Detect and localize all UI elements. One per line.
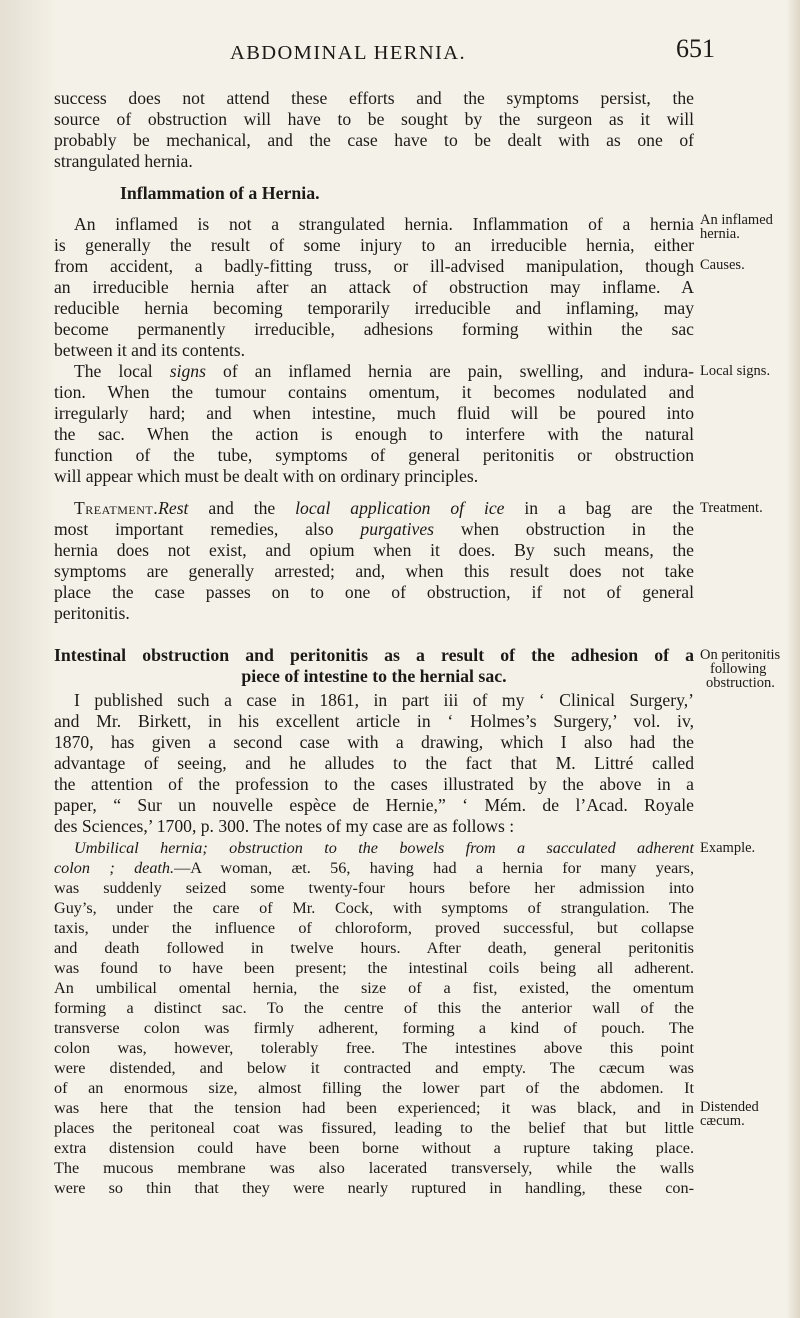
page-number: 651 (676, 34, 715, 63)
text-line: was suddenly seized some twenty-four hours before her admission into (54, 879, 694, 897)
text-line: irregularly hard; and when intestine, much fluid will be poured into (54, 403, 694, 423)
text-line: des Sciences,’ 1700, p. 300. The notes of my case are as follows : (54, 816, 515, 836)
text-line: was here that the tension had been experienced; it was black, and in (54, 1099, 694, 1117)
text-line: Guy’s, under the care of Mr. Cock, with symptoms of strangulation. The (54, 899, 694, 917)
text-line: were distended, and below it contracted and empty. The cæcum was (54, 1059, 694, 1077)
text-line: transverse colon was firmly adherent, forming a kind of pouch. The (54, 1019, 694, 1037)
text-line: source of obstruction will have to be sought by the surgeon as it will (54, 109, 694, 129)
text-line: The local signs of an inflamed hernia are pain, swelling, and indura- (74, 361, 694, 381)
text-line: An umbilical omental hernia, the size of a fist, existed, the omentum (54, 979, 694, 997)
text-line: forming a distinct sac. To the centre of this the anterior wall of the (54, 999, 694, 1017)
text-line: symptoms are generally arrested; and, when this result does not take (54, 561, 694, 581)
text-line: success does not attend these efforts and the symptoms persist, the (54, 88, 694, 108)
text-line: reducible hernia becoming temporarily irreducible and inflaming, may (54, 298, 694, 318)
section-heading: Inflammation of a Hernia. (120, 183, 320, 203)
running-header: ABDOMINAL HERNIA. (230, 42, 466, 64)
margin-note-inflamed-hernia: An inflamed hernia. (700, 212, 773, 242)
text-line: of an enormous size, almost filling the lower part of the abdomen. It (54, 1079, 694, 1097)
margin-note-example: Example. (700, 840, 756, 856)
margin-note-causes: Causes. (700, 257, 745, 273)
text-line: an irreducible hernia after an attack of obstruction may inflame. A (54, 277, 694, 297)
text-line: the sac. When the action is enough to interfere with the natural (54, 424, 694, 444)
text-line: and death followed in twelve hours. After death, general peritonitis (54, 939, 694, 957)
text-line: tion. When the tumour contains omentum, it becomes nodulated and (54, 382, 694, 402)
text-line: taxis, under the influence of chloroform, proved successful, but collapse (54, 919, 694, 937)
text-line: strangulated hernia. (54, 151, 193, 171)
text-line: peritonitis. (54, 603, 130, 623)
text-line: were so thin that they were nearly ruptured in handling, these con- (54, 1179, 694, 1197)
section-heading: piece of intestine to the hernial sac. (241, 666, 507, 686)
text-line: between it and its contents. (54, 340, 246, 360)
text-line: and Mr. Birkett, in his excellent article in ‘ Holmes’s Surgery,’ vol. iv, (54, 711, 694, 731)
margin-note-treatment: Treatment. (700, 500, 763, 516)
text-line: from accident, a badly-fitting truss, or ill-advised manipulation, though (54, 256, 694, 276)
text-line: place the case passes on to one of obstruction, if not of general (54, 582, 694, 602)
text-line: probably be mechanical, and the case have to be dealt with as one of (54, 130, 694, 150)
text-line: 1870, has given a second case with a drawing, which I also had the (54, 732, 694, 752)
section-heading: Intestinal obstruction and peritonitis as a result of the adhesion of a (54, 645, 694, 665)
text-line: is generally the result of some injury to an irreducible hernia, either (54, 235, 694, 255)
text-line: advantage of seeing, and he alludes to the fact that M. Littré called (54, 753, 694, 773)
text-line: the attention of the profession to the cases illustrated by the above in a (54, 774, 694, 794)
text-line: colon ; death.—A woman, æt. 56, having had a hernia for many years, (54, 859, 694, 877)
text-line: will appear which must be dealt with on ordinary principles. (54, 466, 479, 486)
text-line: colon was, however, tolerably free. The intestines above this point (54, 1039, 694, 1057)
text-line: most important remedies, also purgatives when obstruction in the (54, 519, 694, 539)
text-line: I published such a case in 1861, in part iii of my ‘ Clinical Surgery,’ (74, 690, 694, 710)
margin-note-local-signs: Local signs. (700, 363, 771, 379)
margin-note-peritonitis: On peritonitis following obstruction. (700, 647, 781, 691)
text-line: Treatment.Rest and the local application of ice in a bag are the (74, 498, 694, 518)
text-line: paper, “ Sur un nouvelle espèce de Hernie,” ‘ Mém. de l’Acad. Royale (54, 795, 694, 815)
text-line: extra distension could have been borne without a rupture taking place. (54, 1139, 694, 1157)
text-line: become permanently irreducible, adhesions forming within the sac (54, 319, 694, 339)
text-line: The mucous membrane was also lacerated transversely, while the walls (54, 1159, 694, 1177)
text-line: places the peritoneal coat was fissured, leading to the belief that but little (54, 1119, 694, 1137)
text-line: Umbilical hernia; obstruction to the bowels from a sacculated adherent (74, 839, 694, 857)
text-line: function of the tube, symptoms of general peritonitis or obstruction (54, 445, 694, 465)
text-line: An inflamed is not a strangulated hernia. Inflammation of a hernia (74, 214, 694, 234)
text-line: hernia does not exist, and opium when it does. By such means, the (54, 540, 694, 560)
text-line: was found to have been present; the intestinal coils being all adherent. (54, 959, 694, 977)
margin-note-distended-caecum: Distended cæcum. (700, 1099, 759, 1129)
